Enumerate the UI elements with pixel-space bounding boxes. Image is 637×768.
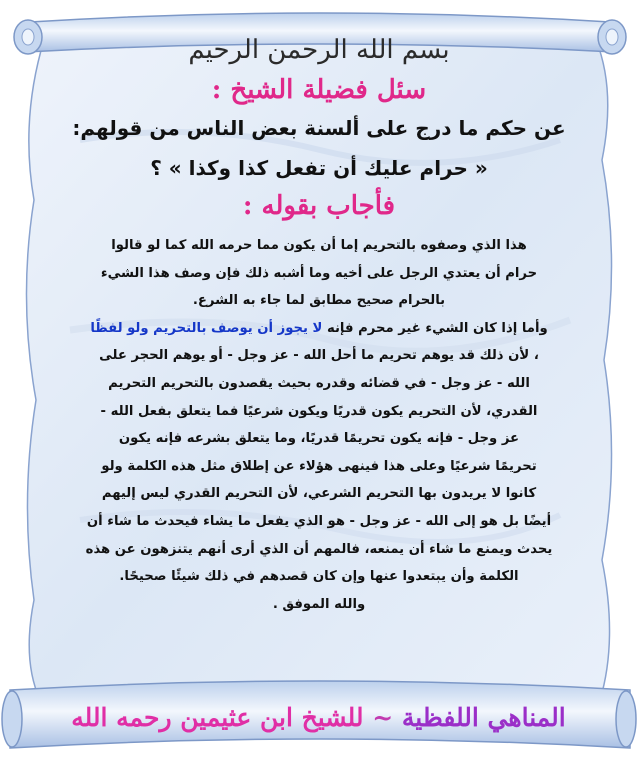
body-line: الكلمة وأن يبتعدوا عنها وإن كان قصدهم في ذلك شيئًا صحيحًا. [119, 569, 519, 585]
footer-separator: ~ [363, 703, 402, 732]
body-line: بالحرام صحيح مطابق لما جاء به الشرع. [192, 293, 446, 309]
question-line-2: « حرام عليك أن تفعل كذا وكذا » ؟ [150, 156, 488, 180]
body-line: كانوا لا يريدون بها التحريم الشرعي، لأن التحريم القدري ليس إليهم [101, 486, 537, 502]
answer-heading: فأجاب بقوله : [242, 191, 396, 221]
answer-body [58, 232, 580, 618]
body-line: حرام أن يعتدي الرجل على أخيه وما أشبه ذلك فإن وصف هذا الشيء [100, 265, 538, 281]
body-line: تحريمًا شرعيًا وعلى هذا فينهى هؤلاء عن إطلاق مثل هذه الكلمة ولو [101, 458, 537, 474]
footer-attribution [10, 692, 627, 744]
body-line: يحدث ويمنع ما شاء أن يمنعه، فالمهم أن الذي أرى أنهم يتنزهون عن هذه [85, 541, 553, 557]
body-line-lead: وأما إذا كان الشيء غير محرم فإنه [322, 320, 548, 336]
footer-book-title: المناهي اللفظية [401, 703, 566, 732]
question-heading: سئل فضيلة الشيخ : [211, 75, 427, 105]
footer-blessing: رحمه الله [71, 703, 181, 732]
body-line-highlighted [58, 315, 580, 343]
body-line: هذا الذي وصفوه بالتحريم إما أن يكون مما حرمه الله كما لو قالوا [111, 238, 527, 253]
body-line: الله - عز وجل - في قضائه وقدره بحيث يقصدون بالتحريم التحريم [108, 375, 530, 391]
highlighted-ruling: لا يجوز أن يوصف بالتحريم ولو لفظًا [90, 320, 323, 336]
basmala-calligraphy: بسم الله الرحمن الرحيم [188, 35, 450, 65]
closing-line: والله الموفق . [272, 596, 366, 612]
document-content [58, 28, 580, 618]
footer-author: للشيخ ابن عثيمين [180, 703, 364, 732]
question-line-1: عن حكم ما درج على ألسنة بعض الناس من قولهم: [72, 116, 566, 140]
body-line: عز وجل - فإنه يكون تحريمًا قدريًا، وما يتعلق بشرعه فإنه يكون [118, 431, 520, 447]
body-line: ، لأن ذلك قد يوهم تحريم ما أحل الله - عز وجل - أو يوهم الحجر على [99, 348, 539, 364]
body-line: أيضًا بل هو إلى الله - عز وجل - هو الذي يفعل ما يشاء فيحدث ما شاء أن [86, 513, 552, 529]
body-line: القدري، لأن التحريم يكون قدريًا ويكون شرعيًا فما يتعلق بفعل الله - [100, 403, 538, 419]
